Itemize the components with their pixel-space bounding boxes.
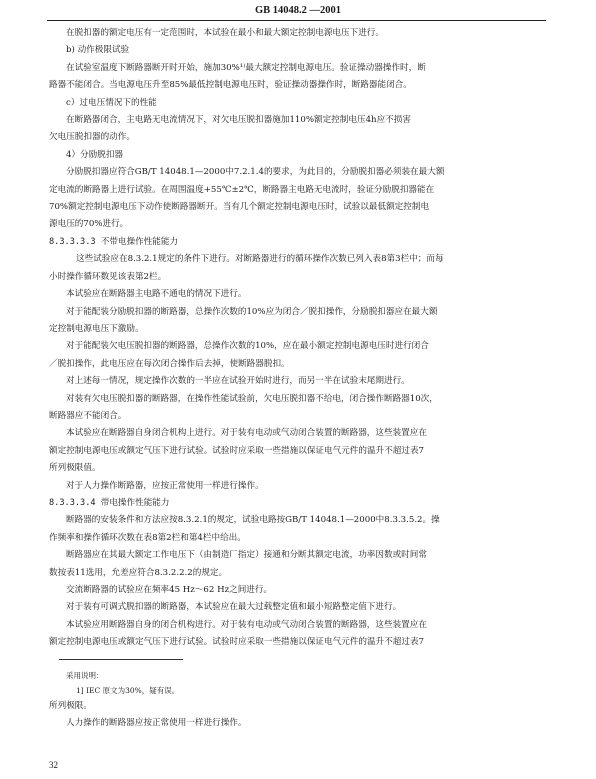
paragraph-line: 分励脱扣器应符合GB/T 14048.1—2000中7.2.1.4的要求，为此目的，分励脱扣器必须装在最大额 xyxy=(66,167,445,178)
footnote-heading: 采用说明： xyxy=(66,671,104,680)
paragraph-line: 对于装有可调式脱扣器的断路器，本试验应在最大过载整定值和最小短路整定值下进行。 xyxy=(66,602,402,613)
paragraph-line: 在脱扣器的额定电压有一定范围时，本试验在最小和最大额定控制电源电压下进行。 xyxy=(66,28,384,38)
clause-heading: b) 动作极限试验 xyxy=(66,45,130,56)
paragraph-line: 这些试验应在8.3.2.1规定的条件下进行。对断路器进行的循环操作次数已列入表8第3栏中；而每 xyxy=(76,254,444,265)
paragraph-line: 路器不能闭合。当电源电压升至85%最低控制电源电压时，验证操动器操作时，断路器能闭合。 xyxy=(49,80,412,91)
paragraph-line: 在试验室温度下断路器断开时开始，施加30%¹⁾最大额定控制电源电压。验证操动器操作时，断 xyxy=(66,62,426,73)
footnote-area xyxy=(49,668,547,733)
paragraph-line: 定电流的断路器上进行试验。在周围温度+55℃±2℃，断路器主电路无电流时，验证分励脱扣器能在 xyxy=(49,184,435,195)
paragraph-line: 定控制电源电压下激励。 xyxy=(49,323,144,334)
paragraph-line: 断路器应不能闭合。 xyxy=(49,410,127,421)
footnote-rule xyxy=(59,659,183,660)
paragraph-line: 额定控制电源电压或额定气压下进行试验。试验时应采取一些措施以保证电气元件的温升不超过表7 xyxy=(49,445,425,456)
paragraph-line: 额定控制电源电压或额定气压下进行试验。试验时应采取一些措施以保证电气元件的温升不超过表7 xyxy=(49,637,425,648)
clause-heading: 4）分励脱扣器 xyxy=(66,149,124,160)
paragraph-line: ／脱扣操作，此电压应在每次闭合操作后去掉，使断路器脱扣。 xyxy=(49,358,290,369)
paragraph-line: 欠电压脱扣器的动作。 xyxy=(49,132,135,143)
paragraph-line: 对于能配装欠电压脱扣器的断路器，总操作次数的10%，应在最小额定控制电源电压时进行闭合 xyxy=(66,341,429,352)
paragraph-line: 本试验应在断路器主电路不通电的情况下进行。 xyxy=(66,289,247,300)
body-text xyxy=(49,25,547,652)
paragraph-line: 所列极限值。 xyxy=(49,463,101,474)
paragraph-line: 对于人力操作断路器，应按正常使用一样进行操作。 xyxy=(66,480,264,491)
header-rule xyxy=(47,20,546,21)
footnote-text: 1] IEC 原文为30%，疑有误。 xyxy=(76,686,180,695)
paragraph-line: 对上述每一情况，规定操作次数的一半应在试验开始时进行，而另一半在试验末尾期进行。 xyxy=(66,376,410,387)
paragraph-line: 人力操作的断路器应按正常使用一样进行操作。 xyxy=(66,718,247,729)
paragraph-line: 源电压的70%进行。 xyxy=(49,219,129,230)
paragraph-line: 70%额定控制电源电压下动作使断路器断开。当有几个额定控制电源电压时，试验以最低额定控制电 xyxy=(49,202,430,213)
paragraph-line: 断路器的安装条件和方法应按8.3.2.1的规定，试验电路按GB/T 14048.1—2000中8.3.3.5.2。操 xyxy=(66,515,440,526)
paragraph-line: 对装有欠电压脱扣器的断路器，在操作性能试验前，欠电压脱扣器不给电，闭合操作断路器10次， xyxy=(66,393,438,404)
section-heading: 8.3.3.3.4 带电操作性能能力 xyxy=(49,497,170,508)
paragraph-line: 断路器应在其最大额定工作电压下（由制造厂指定）接通和分断其额定电流，功率因数或时间常 xyxy=(66,550,427,561)
paragraph-line: 交流断路器的试验应在频率45 Hz～62 Hz之间进行。 xyxy=(66,585,273,595)
paragraph-line: 本试验应在断路器自身闭合机构上进行。对于装有电动或气动闭合装置的断路器，这些装置应在 xyxy=(66,428,427,439)
paragraph-line: 对于能配装分励脱扣器的断路器，总操作次数的10%应为闭合／脱扣操作，分励脱扣器应在最大额 xyxy=(66,306,438,317)
paragraph-line: 本试验应用断路器自身的闭合机构进行。对于装有电动或气动闭合装置的断路器，这些装置应在 xyxy=(66,619,427,630)
paragraph-line: 作频率和操作循环次数在表8第2栏和第4栏中给出。 xyxy=(49,532,246,543)
paragraph-line: 所列极限。 xyxy=(49,701,92,711)
paragraph-line: 小时操作循环数见该表第2栏。 xyxy=(49,271,167,282)
page-number: 32 xyxy=(49,760,58,770)
clause-heading: c）过电压情况下的性能 xyxy=(66,97,157,108)
section-heading: 8.3.3.3.3 不带电操作性能能力 xyxy=(49,236,179,247)
paragraph-line: 在断路器闭合，主电路无电流情况下，对欠电压脱扣器施加110%额定控制电压4h应不损害 xyxy=(66,115,411,126)
page-header: GB 14048.2 —2001 xyxy=(254,5,342,16)
paragraph-line: 数按表11选用，允差应符合8.3.2.2.2的规定。 xyxy=(49,567,228,578)
